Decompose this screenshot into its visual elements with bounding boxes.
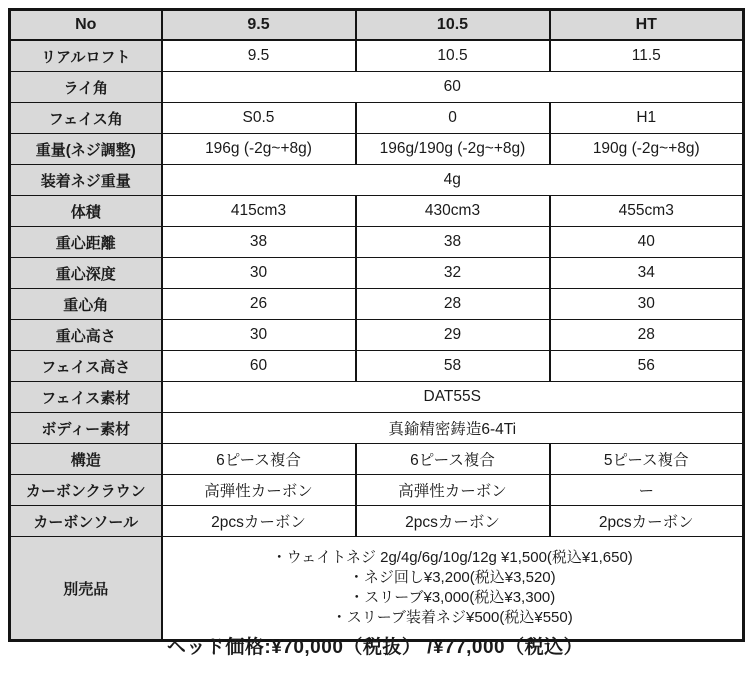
table-row xyxy=(10,103,744,134)
table-row xyxy=(10,413,744,444)
spec-value: 30 xyxy=(550,289,744,320)
row-label: 重心距離 xyxy=(10,227,162,258)
spec-value: H1 xyxy=(550,103,744,134)
row-label: 装着ネジ重量 xyxy=(10,165,162,196)
spec-value: 高弾性カーボン xyxy=(162,475,356,506)
spec-table-body xyxy=(10,40,744,641)
spec-value: 2pcsカーボン xyxy=(162,506,356,537)
spec-value: 60 xyxy=(162,351,356,382)
spec-value-spanned: DAT55S xyxy=(162,382,744,413)
spec-value: 2pcsカーボン xyxy=(550,506,744,537)
table-row xyxy=(10,258,744,289)
row-label: ライ角 xyxy=(10,72,162,103)
row-label: 構造 xyxy=(10,444,162,475)
spec-value: 6ピース複合 xyxy=(356,444,550,475)
spec-value-spanned: 4g xyxy=(162,165,744,196)
table-row xyxy=(10,320,744,351)
spec-value: 高弾性カーボン xyxy=(356,475,550,506)
spec-value: 10.5 xyxy=(356,40,550,72)
spec-value: 9.5 xyxy=(162,40,356,72)
spec-value: 196g (-2g~+8g) xyxy=(162,134,356,165)
row-label: カーボンクラウン xyxy=(10,475,162,506)
spec-value: 196g/190g (-2g~+8g) xyxy=(356,134,550,165)
row-label: リアルロフト xyxy=(10,40,162,72)
spec-value: 32 xyxy=(356,258,550,289)
spec-value-spanned: 60 xyxy=(162,72,744,103)
row-label: フェイス高さ xyxy=(10,351,162,382)
spec-value: 5ピース複合 xyxy=(550,444,744,475)
spec-value: 26 xyxy=(162,289,356,320)
accessories-cell xyxy=(162,537,744,641)
spec-value: 11.5 xyxy=(550,40,744,72)
row-label: ボディー素材 xyxy=(10,413,162,444)
row-label: フェイス角 xyxy=(10,103,162,134)
spec-value: S0.5 xyxy=(162,103,356,134)
table-row xyxy=(10,506,744,537)
row-label: フェイス素材 xyxy=(10,382,162,413)
accessory-line: ・ウェイトネジ 2g/4g/6g/10g/12g ¥1,500(税込¥1,650) xyxy=(271,549,633,566)
spec-value: 34 xyxy=(550,258,744,289)
table-row xyxy=(10,134,744,165)
accessory-line: ・スリーブ装着ネジ¥500(税込¥550) xyxy=(331,609,573,626)
head-price-text: ヘッド価格:¥70,000（税抜） /¥77,000（税込） xyxy=(166,637,584,658)
table-row xyxy=(10,289,744,320)
column-header-no: No xyxy=(10,10,162,41)
spec-value: 30 xyxy=(162,320,356,351)
spec-table xyxy=(8,8,745,642)
table-row xyxy=(10,165,744,196)
spec-value: 56 xyxy=(550,351,744,382)
table-row xyxy=(10,40,744,72)
table-row xyxy=(10,444,744,475)
row-label: カーボンソール xyxy=(10,506,162,537)
spec-value-spanned: 真鍮精密鋳造6-4Ti xyxy=(162,413,744,444)
spec-value: 40 xyxy=(550,227,744,258)
table-row xyxy=(10,196,744,227)
spec-value: 58 xyxy=(356,351,550,382)
spec-value: 6ピース複合 xyxy=(162,444,356,475)
spec-value: 38 xyxy=(356,227,550,258)
table-row xyxy=(10,351,744,382)
table-row xyxy=(10,475,744,506)
spec-table-header-row xyxy=(10,10,744,41)
spec-value: 0 xyxy=(356,103,550,134)
spec-value: 2pcsカーボン xyxy=(356,506,550,537)
row-label: 重心深度 xyxy=(10,258,162,289)
table-row xyxy=(10,72,744,103)
row-label: 別売品 xyxy=(10,537,162,641)
accessory-line: ・スリーブ¥3,000(税込¥3,300) xyxy=(349,589,556,606)
spec-value: 38 xyxy=(162,227,356,258)
column-header: 10.5 xyxy=(356,10,550,41)
spec-value: 430cm3 xyxy=(356,196,550,227)
spec-value: 415cm3 xyxy=(162,196,356,227)
row-label: 重心角 xyxy=(10,289,162,320)
spec-value: 29 xyxy=(356,320,550,351)
table-row xyxy=(10,537,744,641)
column-header: 9.5 xyxy=(162,10,356,41)
table-row xyxy=(10,227,744,258)
row-label: 体積 xyxy=(10,196,162,227)
spec-value: 190g (-2g~+8g) xyxy=(550,134,744,165)
spec-value: 30 xyxy=(162,258,356,289)
spec-value: 28 xyxy=(356,289,550,320)
spec-value: 28 xyxy=(550,320,744,351)
accessory-line: ・ネジ回し¥3,200(税込¥3,520) xyxy=(348,569,556,586)
row-label: 重量(ネジ調整) xyxy=(10,134,162,165)
column-header: HT xyxy=(550,10,744,41)
spec-value: ー xyxy=(550,475,744,506)
spec-value: 455cm3 xyxy=(550,196,744,227)
table-row xyxy=(10,382,744,413)
row-label: 重心高さ xyxy=(10,320,162,351)
